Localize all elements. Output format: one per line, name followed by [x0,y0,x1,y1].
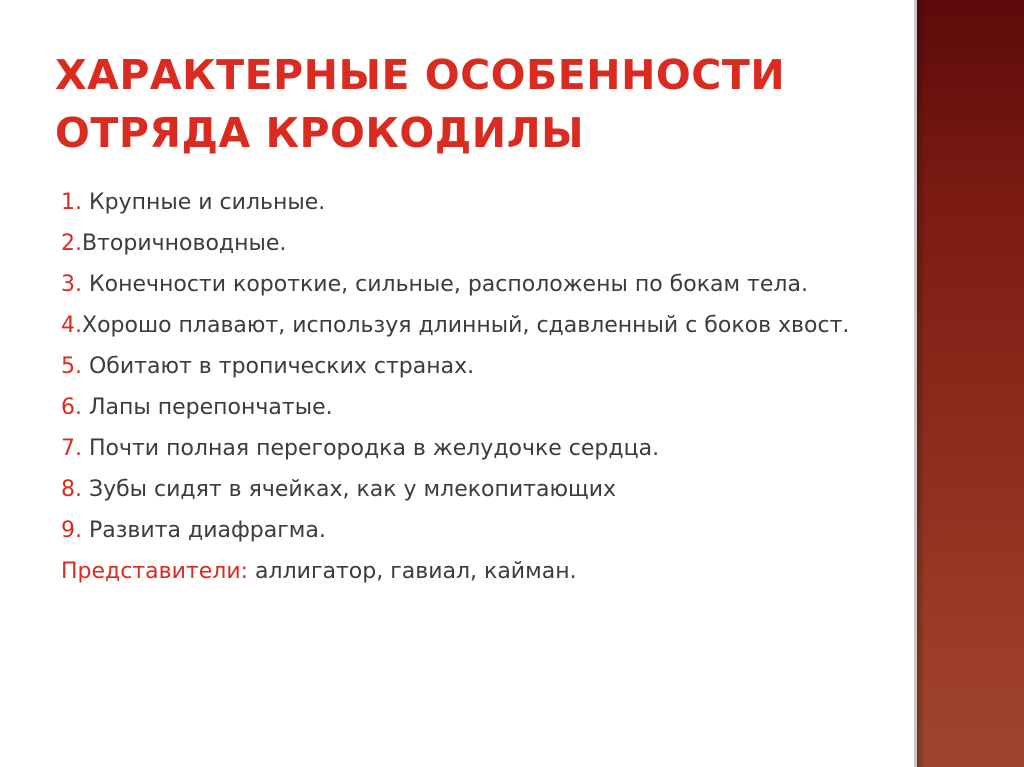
item-number: 2. [61,231,82,256]
item-number: 6. [61,395,89,420]
list-item [61,309,861,343]
item-text: Развита диафрагма. [88,518,326,543]
item-number: 7. [61,436,89,461]
list-item [61,268,861,302]
representatives-label: Представители: [61,559,249,584]
item-number: 1. [61,190,89,215]
item-text: Лапы перепончатые. [88,395,333,420]
item-text: Конечности короткие, сильные, расположены по бокам тела. [88,272,808,297]
list-item [61,350,861,384]
list-item [61,186,861,220]
slide-title: ХАРАКТЕРНЫЕ ОСОБЕННОСТИ ОТРЯДА КРОКОДИЛЫ [55,51,786,157]
decorative-side-band [914,0,1024,767]
item-number: 4. [61,313,82,338]
list-item [61,432,861,466]
list-item [61,473,861,507]
item-number: 9. [61,518,89,543]
item-text: Хорошо плавают, используя длинный, сдавленный с боков хвост. [82,313,850,338]
list-item [61,391,861,425]
item-number: 3. [61,272,89,297]
item-text: Почти полная перегородка в желудочке сердца. [88,436,660,461]
list-item [61,514,861,548]
item-text: Обитают в тропических странах. [88,354,475,379]
item-number: 5. [61,354,89,379]
list-item [61,227,861,261]
item-number: 8. [61,477,89,502]
item-text: Вторичноводные. [82,231,287,256]
features-list [61,186,861,596]
representatives-text: аллигатор, гавиал, кайман. [248,559,577,584]
representatives-line [61,555,861,589]
item-text: Зубы сидят в ячейках, как у млекопитающих [88,477,617,502]
item-text: Крупные и сильные. [88,190,326,215]
